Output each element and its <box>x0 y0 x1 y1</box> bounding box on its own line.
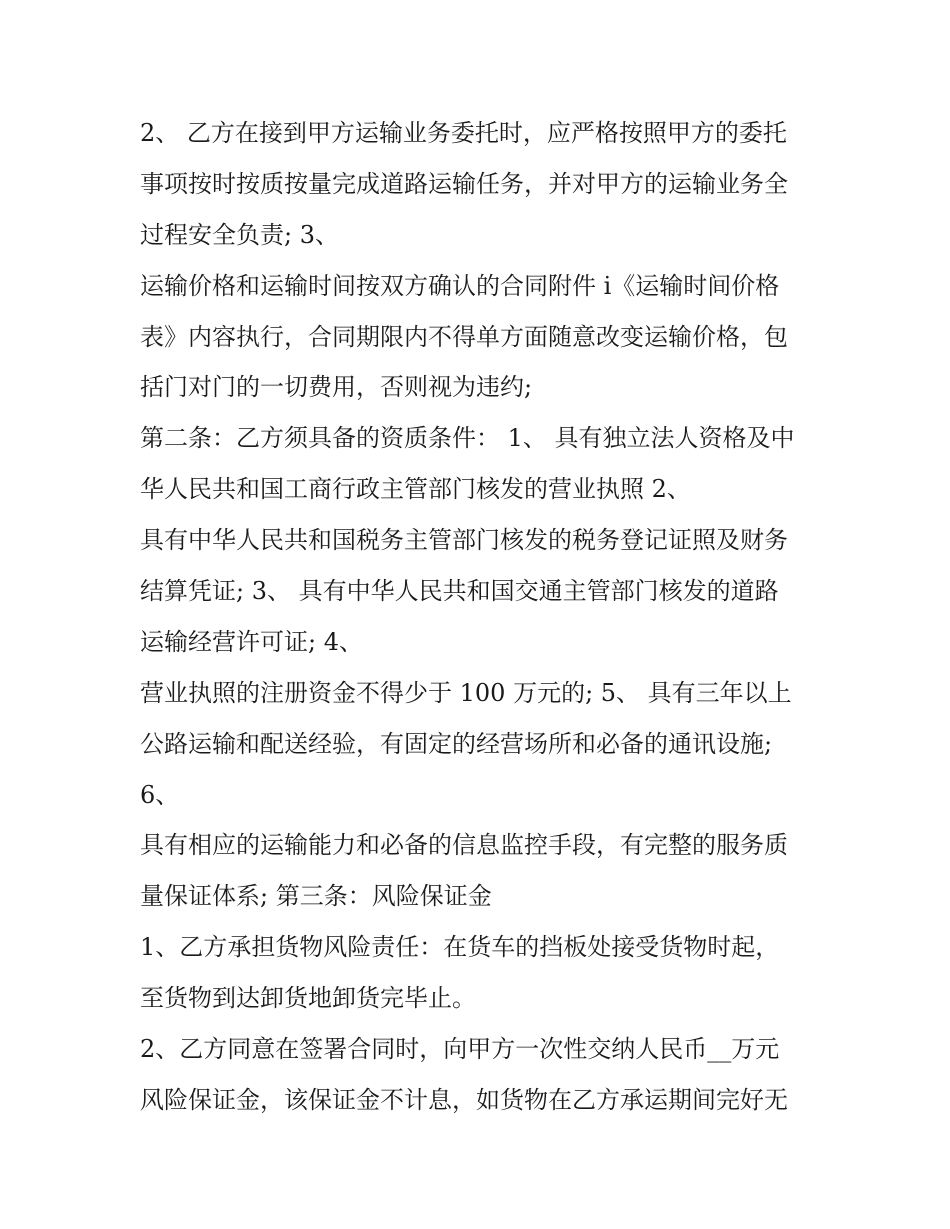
text-line: 具有相应的运输能力和必备的信息监控手段，有完整的服务质 <box>140 831 788 860</box>
contract-text <box>140 108 830 1126</box>
text-line: 表》内容执行，合同期限内不得单方面随意改变运输价格，包 <box>140 322 788 351</box>
text-line: 1、乙方承担货物风险责任：在货车的挡板处接受货物时起， <box>140 933 780 962</box>
text-line: 事项按时按质按量完成道路运输任务，并对甲方的运输业务全 <box>140 169 788 198</box>
text-line: 量保证体系; 第三条：风险保证金 <box>140 882 492 911</box>
text-line: 华人民共和国工商行政主管部门核发的营业执照 2、 <box>140 475 691 504</box>
text-line: 第二条：乙方须具备的资质条件： 1、 具有独立法人资格及中 <box>140 424 795 453</box>
text-line: 运输价格和运输时间按双方确认的合同附件 i《运输时间价格 <box>140 271 780 300</box>
text-line: 过程安全负责; 3、 <box>140 220 339 249</box>
text-line: 具有中华人民共和国税务主管部门核发的税务登记证照及财务 <box>140 526 788 555</box>
text-line: 2、 乙方在接到甲方运输业务委托时，应严格按照甲方的委托 <box>140 119 787 147</box>
text-line: 运输经营许可证; 4、 <box>140 627 363 656</box>
text-line: 括门对门的一切费用，否则视为违约; <box>140 373 533 402</box>
text-line: 风险保证金，该保证金不计息，如货物在乙方承运期间完好无 <box>140 1085 788 1114</box>
text-line: 6、 <box>140 780 180 809</box>
text-line: 结算凭证; 3、 具有中华人民共和国交通主管部门核发的道路 <box>140 577 779 606</box>
text-line: 2、乙方同意在签署合同时，向甲方一次性交纳人民币__万元 <box>140 1035 780 1064</box>
text-line: 营业执照的注册资金不得少于 100 万元的; 5、 具有三年以上 <box>140 678 792 707</box>
text-line: 至货物到达卸货地卸货完毕止。 <box>140 984 476 1013</box>
text-line: 公路运输和配送经验，有固定的经营场所和必备的通讯设施; <box>140 729 773 758</box>
